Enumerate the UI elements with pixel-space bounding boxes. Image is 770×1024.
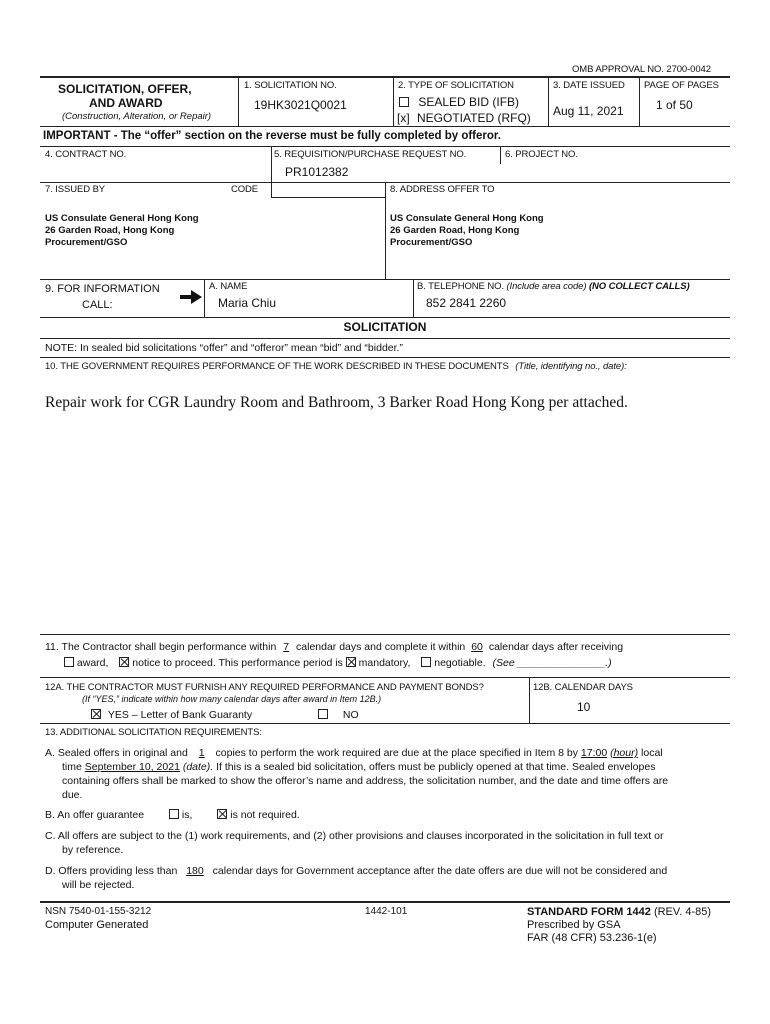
- calendar-days-value: 10: [577, 700, 591, 714]
- code-label: CODE: [231, 184, 259, 195]
- item11-text: calendar days and complete it within: [296, 641, 466, 653]
- date-issued-value: Aug 11, 2021: [553, 104, 624, 118]
- item13d-text: D. Offers providing less than: [45, 865, 178, 877]
- due-time[interactable]: 17:00: [580, 747, 608, 759]
- item13a-text: time: [62, 761, 82, 773]
- bonds-no-option: [318, 709, 359, 721]
- item13c-text: C. All offers are subject to the (1) work requirements, and (2) other provisions and clauses incorporated in the solicitation in full text or: [45, 830, 664, 842]
- due-date-unit: (date).: [182, 761, 214, 773]
- item13d-acceptance-period: [45, 864, 735, 892]
- item13a-text: due.: [62, 789, 83, 801]
- solicitation-no-label: 1. SOLICITATION NO.: [244, 80, 337, 91]
- date-issued-label: 3. DATE ISSUED: [553, 80, 625, 91]
- issued-by-address: [45, 213, 199, 249]
- requisition-no-value: PR1012382: [285, 165, 349, 179]
- solicitation-type-label: 2. TYPE OF SOLICITATION: [398, 80, 514, 91]
- award-label: award,: [76, 657, 109, 669]
- issued-by-address-line: US Consulate General Hong Kong: [45, 213, 199, 224]
- begin-days[interactable]: 7: [283, 641, 290, 653]
- nsn-number: NSN 7540-01-155-3212: [45, 906, 152, 917]
- contact-name-value: Maria Chiu: [218, 296, 277, 310]
- mandatory-checkbox[interactable]: [346, 657, 356, 667]
- contact-name-label: A. NAME: [209, 281, 248, 292]
- notice-to-proceed-checkbox[interactable]: [119, 657, 129, 667]
- bonds-no-label: NO: [342, 709, 359, 721]
- page-of-pages-value: 1 of 50: [656, 98, 693, 112]
- computer-generated: Computer Generated: [45, 919, 149, 931]
- complete-days[interactable]: 60: [471, 641, 483, 653]
- telephone-label-hint: (Include area code): [506, 281, 587, 292]
- contract-no-label: 4. CONTRACT NO.: [45, 149, 127, 160]
- telephone-value: 852 2841 2260: [426, 296, 507, 310]
- notice-label: notice to proceed. This performance period is: [132, 657, 343, 669]
- work-description-value: Repair work for CGR Laundry Room and Bathroom, 3 Barker Road Hong Kong per attached.: [45, 394, 628, 411]
- omb-number: OMB APPROVAL NO. 2700-0042: [572, 64, 711, 75]
- item13c-text: by reference.: [62, 844, 124, 856]
- guarantee-is-checkbox[interactable]: [169, 809, 179, 819]
- see-reference: (See _______________.): [492, 657, 612, 669]
- sealed-bid-option: [399, 95, 519, 109]
- item11-text: 11. The Contractor shall begin performance within: [45, 641, 277, 653]
- far-reference: FAR (48 CFR) 53.236-1(e): [527, 932, 657, 944]
- bonds-yes-checkbox[interactable]: [91, 709, 101, 719]
- item13a-sealed-offers: [45, 746, 735, 802]
- due-time-unit: (hour): [610, 747, 639, 759]
- offer-to-address-line: 26 Garden Road, Hong Kong: [390, 225, 520, 236]
- additional-requirements-label: 13. ADDITIONAL SOLICITATION REQUIREMENTS:: [45, 727, 262, 738]
- bonds-yes-label: YES – Letter of Bank Guaranty: [107, 709, 253, 721]
- sealed-bid-checkbox[interactable]: [399, 97, 409, 107]
- item11-performance: [45, 640, 735, 670]
- for-information-label: 9. FOR INFORMATION: [45, 283, 160, 295]
- requisition-no-label: 5. REQUISITION/PURCHASE REQUEST NO.: [274, 149, 467, 160]
- work-description-label: [45, 361, 627, 372]
- address-offer-to-label: 8. ADDRESS OFFER TO: [390, 184, 495, 195]
- standard-form-name: STANDARD FORM 1442: [527, 906, 651, 918]
- arrow-right-icon: [180, 290, 202, 304]
- mandatory-label: mandatory,: [358, 657, 411, 669]
- negotiable-label: negotiable.: [434, 657, 486, 669]
- offer-to-address-line: Procurement/GSO: [390, 237, 473, 248]
- guarantee-not-required-label: is not required.: [230, 809, 300, 821]
- form-code: 1442-101: [365, 906, 408, 917]
- form-title-line1: SOLICITATION, OFFER,: [58, 82, 192, 96]
- negotiated-option: [397, 111, 531, 125]
- form-title-line2: AND AWARD: [89, 96, 163, 110]
- item13a-text: containing offers shall be marked to show the offeror’s name and address, the solicitation number, and the date and time offers are: [62, 775, 669, 787]
- item13a-text: If this is a sealed bid solicitation, offers must be publicly opened at that time. Sealed envelopes: [216, 761, 656, 773]
- no-collect-calls: (NO COLLECT CALLS): [588, 281, 690, 292]
- solicitation-heading: SOLICITATION: [343, 320, 427, 334]
- solicitation-no-value: 19HK3021Q0021: [254, 98, 347, 112]
- item13d-text: calendar days for Government acceptance after the date offers are due will not be considered and: [212, 865, 668, 877]
- bonds-sublabel: (If “YES,” indicate within how many calendar days after award in Item 12B.): [82, 694, 382, 704]
- issued-by-label: 7. ISSUED BY: [45, 184, 106, 195]
- item13a-text: local: [641, 747, 663, 759]
- work-description-label-hint: (Title, identifying no., date):: [515, 361, 627, 372]
- standard-form-rev: (REV. 4-85): [653, 906, 711, 918]
- for-information-call-label: CALL:: [82, 299, 113, 311]
- page-of-pages-label: PAGE OF PAGES: [644, 80, 719, 91]
- item13a-text: copies to perform the work required are due at the place specified in Item 8 by: [215, 747, 578, 759]
- negotiated-mark[interactable]: [x]: [397, 111, 410, 125]
- item13d-text: will be rejected.: [62, 879, 135, 891]
- offer-to-address-line: US Consulate General Hong Kong: [390, 213, 544, 224]
- project-no-label: 6. PROJECT NO.: [505, 149, 578, 160]
- acceptance-days[interactable]: 180: [186, 865, 204, 877]
- bonds-yes-option: [91, 709, 252, 721]
- offer-to-address: [390, 213, 544, 249]
- due-date[interactable]: September 10, 2021: [84, 761, 180, 773]
- item11-text: calendar days after receiving: [488, 641, 624, 653]
- calendar-days-label: 12B. CALENDAR DAYS: [533, 682, 633, 693]
- prescribed-by: Prescribed by GSA: [527, 919, 621, 931]
- top-rule: [40, 76, 730, 78]
- item13c-offer-subject: [45, 829, 735, 857]
- bonds-label: 12A. THE CONTRACTOR MUST FURNISH ANY REQUIRED PERFORMANCE AND PAYMENT BONDS?: [45, 682, 484, 693]
- form-title-subtitle: (Construction, Alteration, or Repair): [62, 111, 212, 122]
- issued-by-address-line: Procurement/GSO: [45, 237, 128, 248]
- guarantee-not-required-checkbox[interactable]: [217, 809, 227, 819]
- item13a-text: A. Sealed offers in original and: [45, 747, 188, 759]
- sealed-bid-label: SEALED BID (IFB): [418, 95, 520, 109]
- item13b-offer-guarantee: [45, 808, 735, 822]
- important-notice: IMPORTANT - The “offer” section on the reverse must be fully completed by offeror.: [43, 130, 501, 142]
- item13b-text: B. An offer guarantee: [45, 809, 145, 821]
- negotiable-checkbox[interactable]: [421, 657, 431, 667]
- copies-count[interactable]: 1: [198, 747, 205, 759]
- work-description-label-text: 10. THE GOVERNMENT REQUIRES PERFORMANCE OF THE WORK DESCRIBED IN THESE DOCUMENTS: [45, 361, 509, 372]
- telephone-label: [417, 281, 690, 292]
- standard-form-id: [527, 906, 711, 918]
- bonds-no-checkbox[interactable]: [318, 709, 328, 719]
- award-checkbox[interactable]: [64, 657, 74, 667]
- telephone-label-text: B. TELEPHONE NO.: [417, 281, 504, 292]
- sealed-bid-note: NOTE: In sealed bid solicitations “offer” and “offeror” mean “bid” and “bidder.”: [45, 342, 403, 354]
- guarantee-is-label: is,: [181, 809, 193, 821]
- negotiated-label: NEGOTIATED (RFQ): [417, 111, 531, 125]
- issued-by-address-line: 26 Garden Road, Hong Kong: [45, 225, 175, 236]
